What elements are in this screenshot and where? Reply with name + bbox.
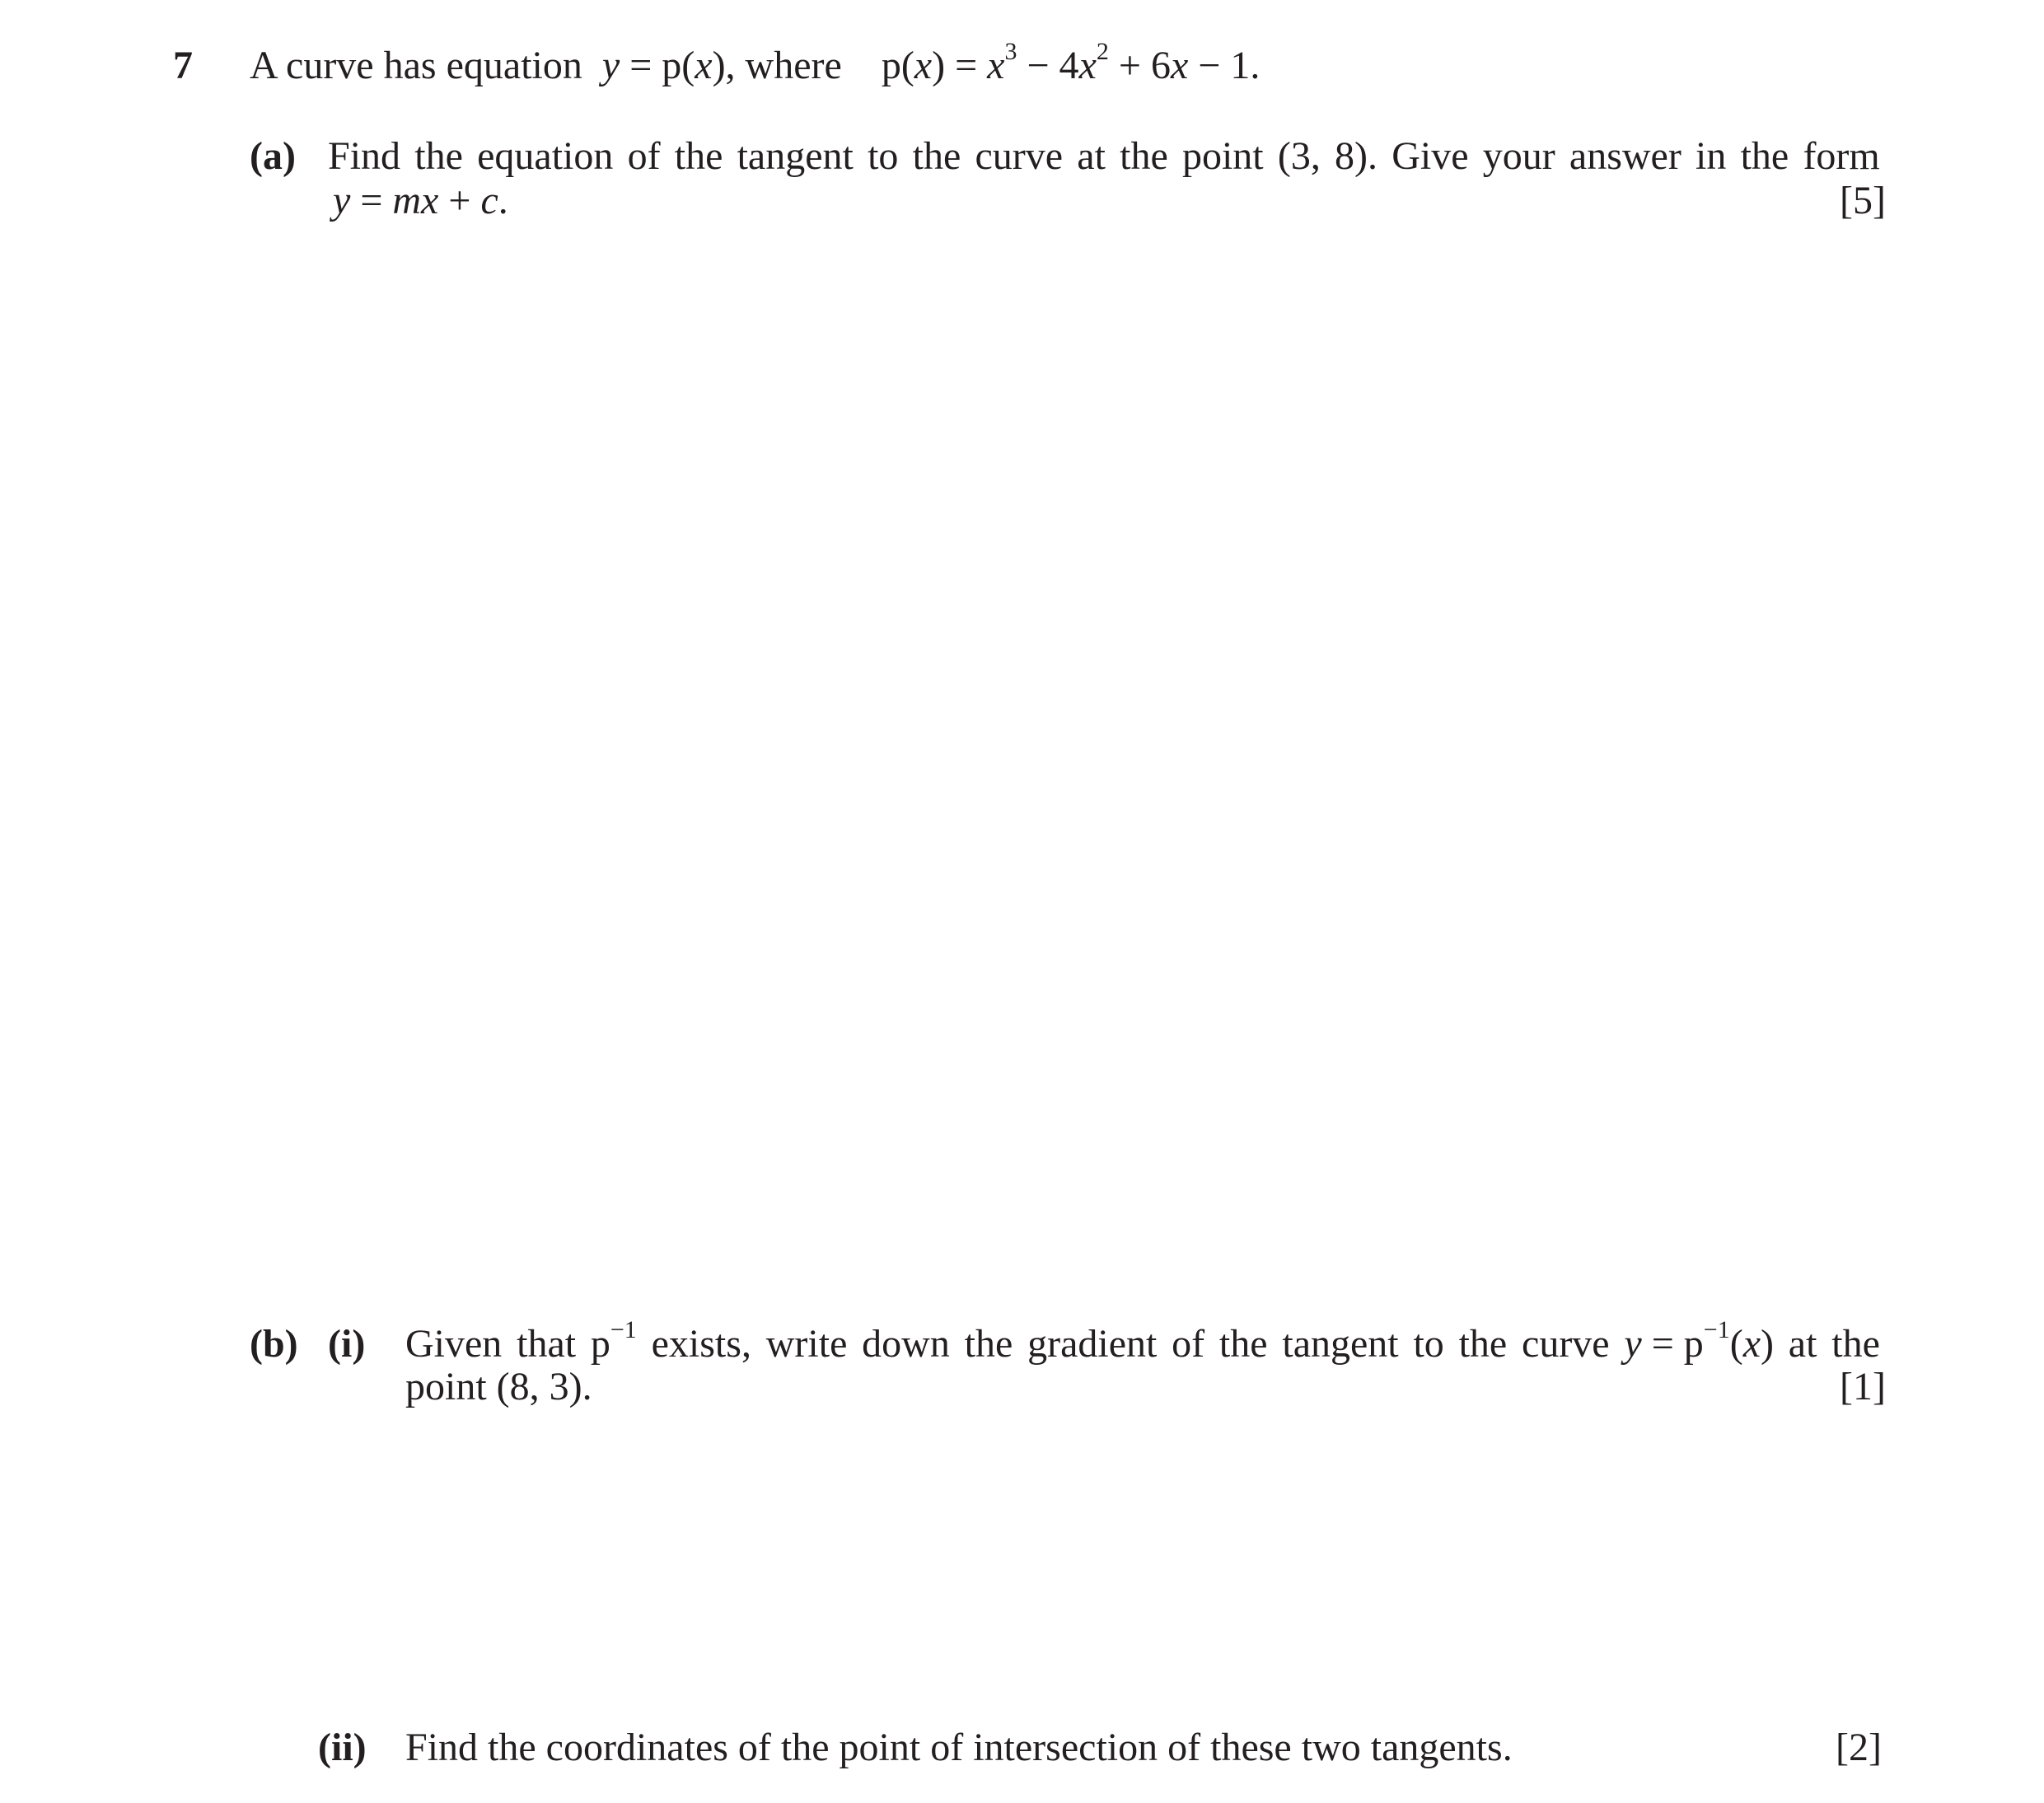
part-b-ii-marks: [2] bbox=[1836, 1726, 1882, 1769]
part-b-ii-label: (ii) bbox=[318, 1726, 367, 1769]
part-b-i-marks: [1] bbox=[1840, 1365, 1886, 1408]
stem-prefix: A curve has equation bbox=[250, 44, 582, 87]
part-b-i-label: (i) bbox=[328, 1322, 366, 1366]
part-a-marks: [5] bbox=[1840, 179, 1886, 222]
part-b-i-line2: point (8, 3). bbox=[405, 1365, 592, 1408]
part-b-label: (b) bbox=[250, 1322, 298, 1366]
stem-equation: y = p(x), where bbox=[601, 44, 842, 87]
part-a-line1: Find the equation of the tangent to the curve at the point (3, 8). Give your answer in the form bbox=[328, 134, 1880, 178]
part-a-label: (a) bbox=[250, 134, 296, 178]
part-b-ii-text: Find the coordinates of the point of intersection of these two tangents. bbox=[405, 1726, 1513, 1769]
question-number: 7 bbox=[173, 44, 193, 87]
question-stem bbox=[250, 38, 1261, 87]
stem-function: $p(x) = x^3 - 4x^2 + 6x - 1$. bbox=[881, 38, 1261, 87]
part-b-i-line1: Given that $p^{-1}$ exists, write down the gradient of the tangent to the curve $y = p^{-1}(x)$ at the bbox=[405, 1316, 1880, 1366]
part-a-line2: y = mx + c. bbox=[333, 179, 508, 222]
